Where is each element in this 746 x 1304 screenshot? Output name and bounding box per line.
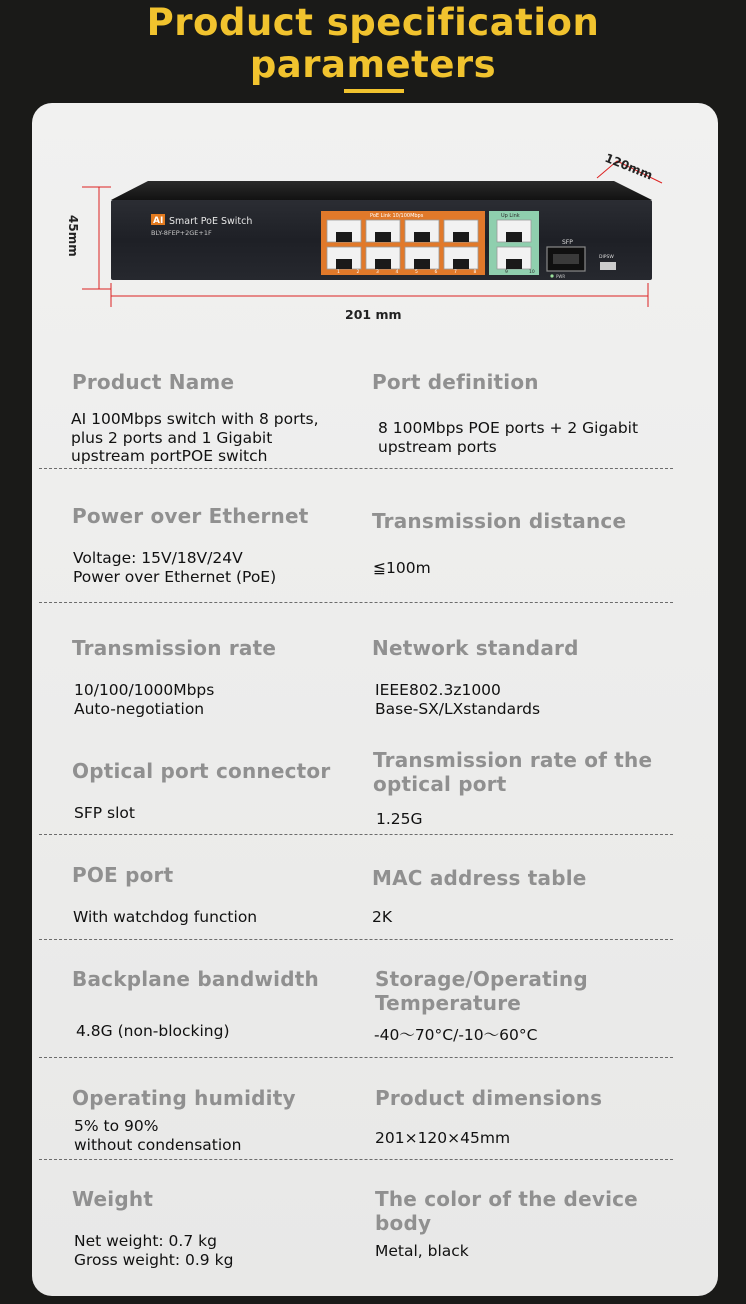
port-number: 10 [529,270,535,275]
brand-name: Smart PoE Switch [169,216,253,227]
row-divider [39,602,673,603]
spec-label: Transmission rate [72,636,277,660]
dip-switch-label: DIPSW [599,255,614,260]
spec-label: Port definition [372,370,539,394]
spec-label: Operating humidity [72,1086,296,1110]
uplink-label: Up Link [501,213,520,219]
port-number: 5 [415,270,418,275]
spec-label: POE port [72,863,174,887]
row-divider [39,468,673,469]
port-number: 2 [356,270,360,275]
poe-port-clip [336,259,352,269]
spec-value: Net weight: 0.7 kg [74,1232,217,1250]
spec-label: Temperature [375,991,522,1015]
spec-value: Metal, black [375,1242,469,1260]
spec-value: IEEE802.3z1000 [375,681,501,699]
spec-label: The color of the device [375,1187,638,1211]
spec-label: optical port [373,772,507,796]
spec-value: ≦100m [373,559,431,577]
spec-label: Power over Ethernet [72,504,309,528]
spec-label: Weight [72,1187,154,1211]
row-divider [39,939,673,940]
spec-value: without condensation [74,1135,242,1154]
width-dim-label: 201 mm [345,307,402,322]
spec-value: With watchdog function [73,908,258,926]
poe-port-clip [414,232,430,242]
poe-port-clip [375,259,391,269]
port-number: 9 [505,270,508,275]
spec-label: Product Name [72,370,235,394]
port-number: 6 [434,270,438,275]
spec-value: 5% to 90% [74,1117,159,1135]
spec-value: Base-SX/LXstandards [375,699,541,718]
spec-label: Storage/Operating [375,967,588,991]
spec-label: Network standard [372,636,579,660]
port-number: 7 [454,270,457,275]
page-title: Product specification [146,1,600,44]
port-number: 4 [395,270,399,275]
dip-switch [600,262,616,270]
spec-value: 2K [372,908,393,926]
poe-port-clip [414,259,430,269]
height-dim-label: 45mm [66,215,80,257]
model-number: BLY-8FEP+2GE+1F [151,229,212,237]
port-number: 3 [376,270,379,275]
spec-value: SFP slot [74,804,135,822]
spec-value: upstream portPOE switch [71,447,268,465]
row-divider [39,834,673,835]
row-divider [39,1159,673,1160]
spec-value: 8 100Mbps POE ports + 2 Gigabit [378,419,639,437]
switch-device-illustration [32,103,718,333]
sfp-slot-inner [553,254,579,264]
spec-label: body [375,1211,432,1235]
spec-value: Voltage: 15V/18V/24V [73,549,243,567]
spec-value: 4.8G (non-blocking) [76,1022,230,1040]
spec-value: 201×120×45mm [375,1129,511,1147]
spec-value: plus 2 ports and 1 Gigabit [71,428,273,447]
spec-label: MAC address table [372,866,587,890]
uplink-port-clip [506,259,522,269]
spec-value: Power over Ethernet (PoE) [73,567,277,586]
brand-badge-text: AI [153,216,164,226]
poe-port-label: PoE Link 10/100Mbps [370,213,424,219]
spec-value: AI 100Mbps switch with 8 ports, [71,410,319,428]
poe-port-clip [336,232,352,242]
spec-value: -40～70°C/-10～60°C [374,1026,538,1044]
poe-port-clip [375,232,391,242]
spec-label: Optical port connector [72,759,331,783]
spec-label: Transmission rate of the [373,748,653,772]
poe-port-clip [453,259,469,269]
spec-value: Auto-negotiation [74,699,205,718]
spec-label: Product dimensions [375,1086,603,1110]
page-title-line2: parameters [249,43,497,86]
row-divider [39,1057,673,1058]
title-underline [344,89,404,93]
port-number: 8 [473,270,477,275]
spec-value: Gross weight: 0.9 kg [74,1250,234,1269]
depth-dim-label: 120mm [602,150,655,183]
spec-value: upstream ports [378,437,497,456]
spec-value: 10/100/1000Mbps [74,681,215,699]
pwr-led [550,274,553,277]
sfp-label: SFP [562,239,573,246]
spec-label: Transmission distance [372,509,627,533]
poe-port-clip [453,232,469,242]
uplink-port-clip [506,232,522,242]
spec-value: 1.25G [376,810,423,828]
switch-top-face [111,181,652,200]
pwr-led-label: PWR [556,274,566,279]
spec-label: Backplane bandwidth [72,967,319,991]
port-number: 1 [337,270,340,275]
